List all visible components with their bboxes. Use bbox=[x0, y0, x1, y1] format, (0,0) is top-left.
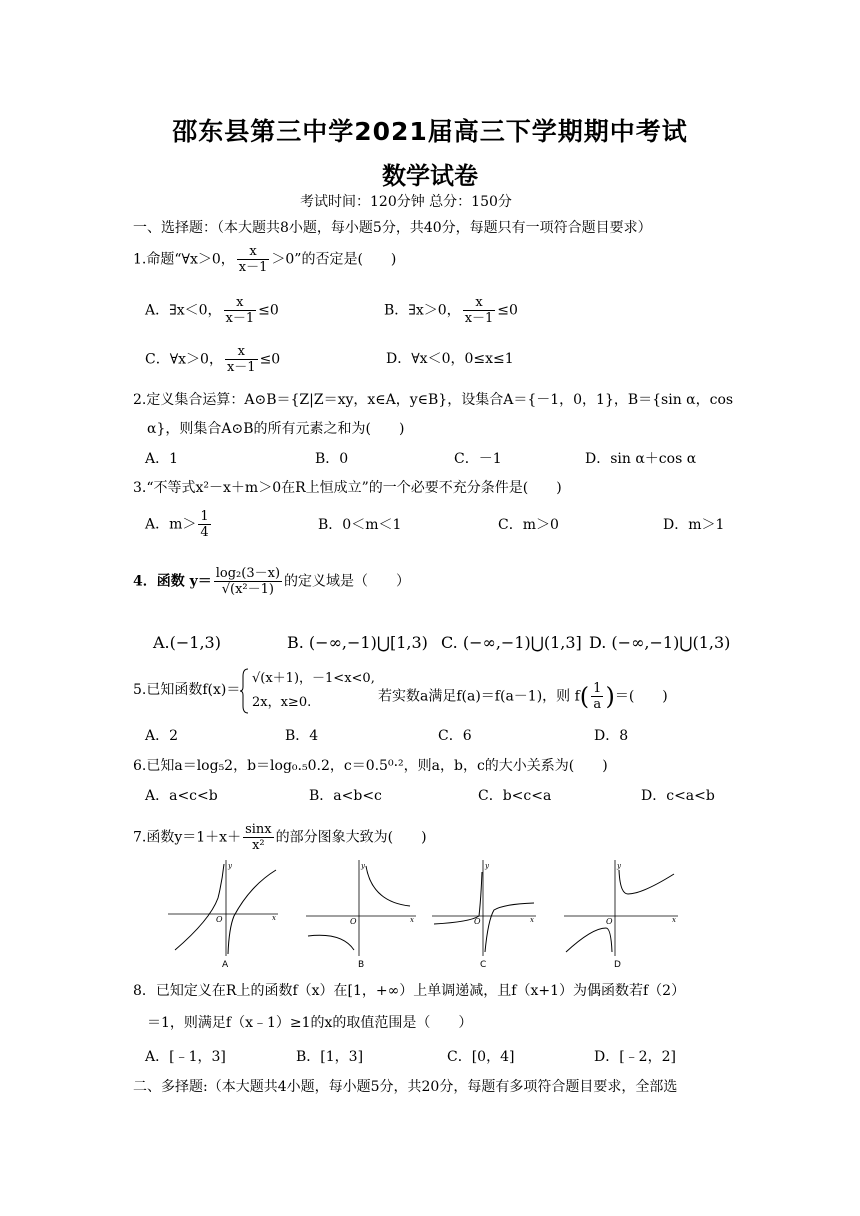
exam-subtitle: 数学试卷 bbox=[382, 162, 478, 190]
svg-text:O: O bbox=[474, 917, 481, 926]
q7-graph-b bbox=[302, 858, 418, 958]
q4-pre: 4．函数 y＝ bbox=[133, 573, 212, 590]
question-4 bbox=[133, 566, 410, 597]
q7-num: sinx bbox=[245, 822, 272, 837]
q8-option-d: D．[﹣2，2] bbox=[594, 1049, 676, 1065]
q5-num: 1 bbox=[593, 681, 602, 696]
q7-post: 的部分图象大致为( ) bbox=[275, 829, 427, 846]
q5-option-d: D．8 bbox=[594, 728, 629, 744]
q5-paren-right: ) bbox=[605, 682, 615, 711]
q6-option-a: A．a<c<b bbox=[145, 788, 218, 804]
q2-option-c: C．－1 bbox=[454, 451, 502, 467]
q5-case-1: √(x＋1)，－1<x<0, bbox=[252, 671, 375, 686]
svg-text:O: O bbox=[216, 915, 223, 924]
svg-text:y: y bbox=[485, 862, 489, 870]
q4-option-d: D. (−∞,−1)⋃(1,3) bbox=[589, 633, 731, 652]
q5-case-2: 2x，x≥0. bbox=[252, 695, 312, 710]
svg-text:O: O bbox=[606, 917, 613, 926]
q1-den: x－1 bbox=[238, 260, 268, 275]
q2-option-d: D．sin α＋cos α bbox=[585, 451, 697, 467]
q5-mid bbox=[378, 681, 668, 712]
svg-text:x: x bbox=[410, 916, 414, 924]
q1-option-d: D．∀x＜0，0≤x≤1 bbox=[386, 351, 514, 367]
q6-option-d: D．c<a<b bbox=[641, 788, 715, 804]
q1-option-c bbox=[145, 344, 280, 375]
q8-option-b: B．[1，3] bbox=[296, 1049, 364, 1065]
q7-graph-a bbox=[160, 858, 282, 958]
q4-option-c: C. (−∞,−1)⋃(1,3] bbox=[441, 633, 582, 652]
q4-frac bbox=[214, 566, 282, 597]
q5-frac bbox=[591, 681, 603, 712]
q8-option-c: C．[0，4] bbox=[447, 1049, 515, 1065]
q3-a-pre: A．m＞ bbox=[145, 516, 197, 533]
q3-option-b: B．0＜m＜1 bbox=[318, 517, 402, 533]
q3-a-frac bbox=[198, 509, 210, 540]
q7-graph-c bbox=[430, 858, 538, 958]
q5-post: ＝( ) bbox=[614, 688, 668, 705]
q7-den: x² bbox=[252, 838, 265, 853]
exam-info: 考试时间：120分钟 总分：150分 bbox=[300, 194, 512, 210]
q5-mid-text: 若实数a满足f(a)＝f(a－1)，则 f bbox=[378, 688, 580, 705]
svg-text:y: y bbox=[361, 862, 365, 870]
svg-text:x: x bbox=[530, 916, 534, 924]
q4-post: 的定义域是（ ） bbox=[284, 573, 411, 590]
question-5-pre: 5.已知函数f(x)＝ bbox=[133, 682, 241, 698]
q1-c-pre: C．∀x＞0， bbox=[145, 351, 223, 368]
q7-graph-c-label: C bbox=[480, 960, 487, 970]
q5-paren-left: ( bbox=[579, 682, 590, 711]
q5-brace bbox=[239, 668, 249, 714]
q7-frac bbox=[243, 822, 274, 853]
q3-option-d: D．m＞1 bbox=[663, 517, 725, 533]
q1-num: x bbox=[237, 244, 270, 260]
svg-text:O: O bbox=[350, 917, 357, 926]
question-7 bbox=[133, 822, 427, 853]
q1-b-pre: B．∃x＞0， bbox=[384, 302, 461, 319]
q1-c-post: ≤0 bbox=[259, 351, 281, 368]
q5-option-a: A．2 bbox=[145, 728, 179, 744]
q1-a-den: x－1 bbox=[225, 311, 255, 326]
q3-option-c: C．m＞0 bbox=[498, 517, 559, 533]
question-1 bbox=[133, 244, 396, 275]
q1-a-post: ≤0 bbox=[258, 302, 279, 319]
q1-fraction bbox=[237, 244, 270, 275]
q1-option-a bbox=[145, 295, 279, 326]
q7-graph-d-label: D bbox=[614, 960, 621, 970]
question-6: 6.已知a＝log₅2，b＝log₀.₅0.2，c＝0.5⁰·²，则a，b，c的大小关系为( ) bbox=[133, 758, 608, 774]
svg-text:y: y bbox=[617, 862, 621, 870]
q6-option-b: B．a<b<c bbox=[309, 788, 382, 804]
q1-a-frac bbox=[224, 295, 257, 326]
section-2-heading: 二、多择题:（本大题共4小题，每小题5分，共20分，每题有多项符合题目要求，全部选 bbox=[133, 1079, 678, 1095]
q1-a-pre: A．∃x＜0， bbox=[145, 302, 222, 319]
q1-c-frac bbox=[225, 344, 258, 375]
q1-stem-post: ＞0”的否定是( ) bbox=[271, 251, 397, 268]
svg-text:x: x bbox=[672, 916, 676, 924]
q1-stem-pre: 1.命题“∀x＞0， bbox=[133, 251, 235, 268]
q4-option-b: B. (−∞,−1)⋃[1,3) bbox=[287, 633, 428, 652]
q3-a-num: 1 bbox=[200, 509, 209, 524]
exam-title: 邵东县第三中学2021届高三下学期期中考试 bbox=[172, 117, 688, 146]
q1-b-num: x bbox=[463, 295, 496, 311]
q1-b-den: x－1 bbox=[464, 311, 494, 326]
q7-pre: 7.函数y＝1＋x＋ bbox=[133, 829, 242, 846]
q1-b-post: ≤0 bbox=[497, 302, 518, 319]
q1-a-num: x bbox=[224, 295, 257, 311]
q8-option-a: A．[﹣1，3] bbox=[145, 1049, 226, 1065]
question-2-line1: 2.定义集合运算：A⊙B＝{Z|Z＝xy，x∈A，y∈B}，设集合A＝{－1，0，1}，B＝{sin α，cos bbox=[133, 392, 734, 408]
q1-c-den: x－1 bbox=[226, 360, 256, 375]
q1-option-b bbox=[384, 295, 518, 326]
q6-option-c: C．b<c<a bbox=[478, 788, 552, 804]
q1-c-num: x bbox=[225, 344, 258, 360]
q4-option-a: A.(−1,3) bbox=[153, 633, 221, 652]
q2-option-a: A．1 bbox=[145, 451, 179, 467]
q5-den: a bbox=[593, 697, 602, 712]
q7-graph-b-label: B bbox=[358, 960, 365, 970]
svg-text:x: x bbox=[272, 914, 276, 922]
q3-a-den: 4 bbox=[200, 525, 209, 540]
svg-text:y: y bbox=[228, 862, 232, 870]
q3-option-a bbox=[145, 509, 213, 540]
section-1-heading: 一、选择题：（本大题共8小题，每小题5分，共40分，每题只有一项符合题目要求） bbox=[133, 220, 652, 236]
q1-b-frac bbox=[463, 295, 496, 326]
q7-graph-d bbox=[562, 858, 680, 958]
q2-option-b: B．0 bbox=[315, 451, 349, 467]
q5-option-b: B．4 bbox=[285, 728, 319, 744]
q5-option-c: C．6 bbox=[438, 728, 472, 744]
question-3: 3.“不等式x²－x＋m＞0在R上恒成立”的一个必要不充分条件是( ) bbox=[133, 480, 562, 496]
question-8-line2: ＝1，则满足f（x﹣1）≥1的x的取值范围是（ ） bbox=[147, 1015, 473, 1031]
question-2-line2: α}，则集合A⊙B的所有元素之和为( ) bbox=[147, 421, 405, 437]
q4-num: log₂(3－x) bbox=[215, 566, 281, 581]
q4-den: √(x²－1) bbox=[221, 582, 274, 597]
question-8-line1: 8．已知定义在R上的函数f（x）在[1，+∞）上单调递减，且f（x+1）为偶函数若f（2） bbox=[133, 983, 686, 999]
q7-graph-a-label: A bbox=[222, 960, 229, 970]
